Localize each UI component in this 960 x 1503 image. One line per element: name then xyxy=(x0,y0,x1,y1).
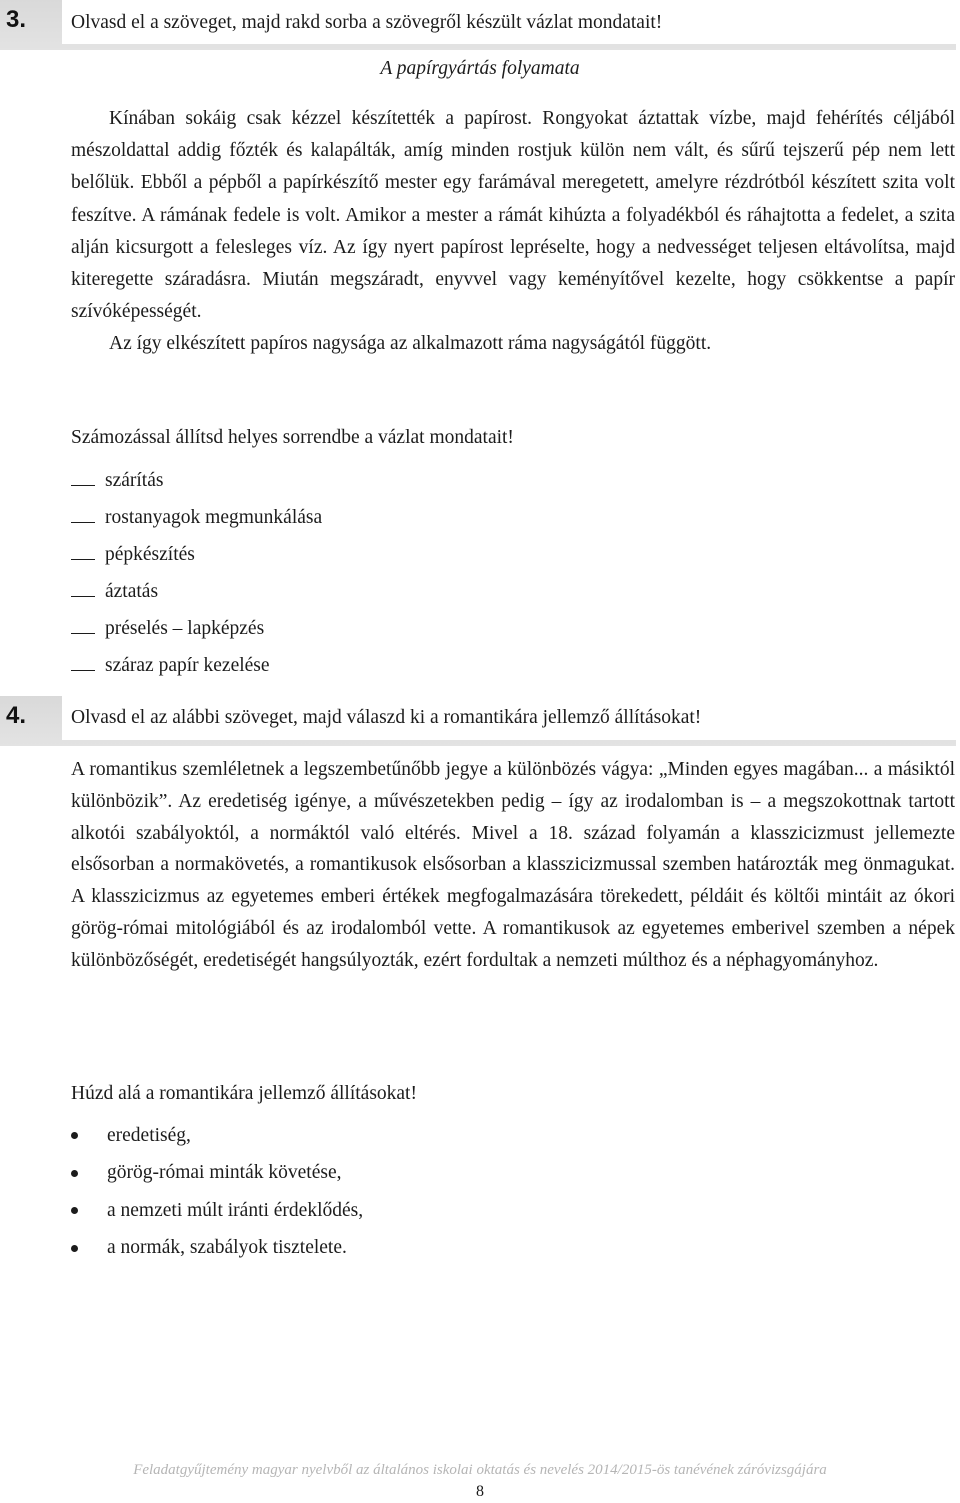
reading-paragraph-2: Az így elkészített papíros nagysága az alkalmazott ráma nagyságától függött. xyxy=(109,333,712,355)
statement-item[interactable]: a nemzeti múlt iránti érdeklődés, xyxy=(71,1192,363,1230)
outline-item: áztatás xyxy=(71,573,322,610)
reading-text xyxy=(71,103,955,361)
number-blank[interactable] xyxy=(71,652,95,671)
bullet-icon xyxy=(71,1132,78,1139)
number-blank[interactable] xyxy=(71,615,95,634)
task-3-instruction: Számozással állítsd helyes sorrendbe a vázlat mondatait! xyxy=(71,427,514,448)
page-number: 8 xyxy=(476,1483,484,1500)
outline-item: rostanyagok megmunkálása xyxy=(71,499,322,536)
page-footer: Feladatgyűjtemény magyar nyelvből az általános iskolai oktatás és nevelés 2014/2015-ös tanévének záróvizsgájára xyxy=(133,1462,827,1478)
number-blank[interactable] xyxy=(71,504,95,523)
statement-item[interactable]: a normák, szabályok tisztelete. xyxy=(71,1230,363,1268)
romanticism-text: A romantikus szemléletnek a legszembetűnőbb jegye a különbözés vágya: „Minden egyes magában... a másiktól különbözik”. Az eredetiség igénye, a művészetekben pedig – így az irodalomban is – a megszokottnak tartott alkotói szabályoktól, a normáktól való eltérés. Mivel a 18. század folyamán a klasszicizmust jellemezte elsősorban a normakövetés, a romantikusok elsősorban a klasszicizmussal szemben határozták meg önmagukat. A klasszicizmus az egyetemes emberi értékek megfogalmazására törekedett, példáit és költői mintáit az ókori görög-római mitológiából és az irodalomból vette. A romantikusok az egyetemes emberivel szemben a népek különbözőségét, eredetiségét hangsúlyozták, ezért fordultak a nemzeti múlthoz és a néphagyományhoz. xyxy=(71,759,955,971)
statement-list xyxy=(71,1117,363,1267)
number-blank[interactable] xyxy=(71,467,95,486)
bullet-icon xyxy=(71,1207,78,1214)
bullet-icon xyxy=(71,1170,78,1177)
reading-paragraph-1: Kínában sokáig csak kézzel készítették a papírost. Rongyokat áztattak vízbe, majd fehérítés céljából mészoldattal addig főzték és kalapálták, amíg minden rostjuk külön nem vált, és sűrű tejszerű pép nem lett belőlük. Ebből a pépből a papírkészítő mester egy farámával meregetett, amelyre rézdrótból készített szita volt feszítve. A rámának fedele is volt. Amikor a mester a rámát kihúzta a folyadékból és ráhajtotta a fedelet, a szita alján kicsurgott a felesleges víz. Az így nyert papírost lepréselte, hogy a nedvességet teljesen eltávolítsa, majd kiteregette száradásra. Miután megszáradt, enyvvel vagy keményítővel kezelte, hogy csökkentse a papír szívóképességét. xyxy=(71,108,955,323)
task-3-number: 3. xyxy=(6,6,27,33)
task-4-prompt: Olvasd el az alábbi szöveget, majd válaszd ki a romantikára jellemző állításokat! xyxy=(71,707,702,728)
statement-item[interactable]: görög-római minták követése, xyxy=(71,1155,363,1193)
task-3-prompt: Olvasd el a szöveget, majd rakd sorba a szövegről készült vázlat mondatait! xyxy=(71,12,663,33)
outline-list xyxy=(71,462,322,684)
statement-item[interactable]: eredetiség, xyxy=(71,1117,363,1155)
outline-item: pépkészítés xyxy=(71,536,322,573)
reading-title: A papírgyártás folyamata xyxy=(380,58,580,79)
outline-item: száraz papír kezelése xyxy=(71,647,322,684)
bullet-icon xyxy=(71,1245,78,1252)
number-blank[interactable] xyxy=(71,541,95,560)
number-blank[interactable] xyxy=(71,578,95,597)
outline-item: szárítás xyxy=(71,462,322,499)
task-4-number: 4. xyxy=(6,702,27,729)
task-4-instruction: Húzd alá a romantikára jellemző állításokat! xyxy=(71,1083,417,1104)
outline-item: préselés – lapképzés xyxy=(71,610,322,647)
